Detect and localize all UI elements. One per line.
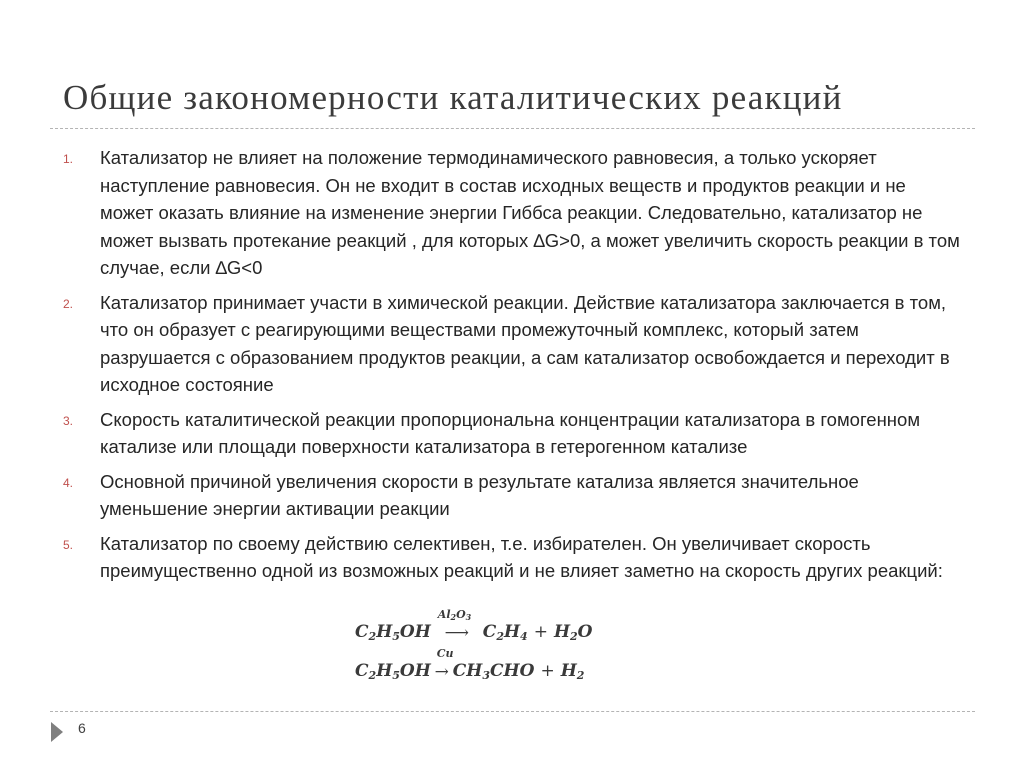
formula-part: CH (452, 661, 483, 681)
plus-sign: + (533, 622, 548, 642)
formula-part: H (560, 661, 577, 681)
list-item-text: Катализатор по своему действию селективен, т.е. избирателен. Он увеличивает скорость преимущественно одной из возможных реакций и не влияет заметно на скорость других реакций: (100, 532, 943, 581)
equation-ethanol-oxidation (355, 646, 585, 682)
formula-part: OH (399, 661, 431, 681)
list-marker: 5. (63, 537, 74, 552)
formula-subscript: 3 (465, 611, 472, 622)
list-item-text: Скорость каталитической реакции пропорциональна концентрации катализатора в гомогенном катализе или площади поверхности катализатора в гетерогенном катализе (100, 408, 921, 457)
catalyst-label (438, 608, 471, 622)
catalyst-label: Cu (436, 646, 454, 660)
list-marker: 2. (63, 296, 74, 311)
formula-subscript: 5 (392, 669, 400, 682)
arrow-icon: → (434, 661, 449, 682)
slide-title: Общие закономерности каталитических реакций (63, 78, 843, 117)
list-marker: 1. (63, 152, 74, 166)
plus-sign: + (540, 661, 555, 681)
list-marker: 4. (63, 475, 74, 490)
formula-part: C (355, 622, 369, 642)
list-item (63, 468, 963, 523)
list-item (63, 144, 963, 282)
formula-part: C (482, 622, 497, 642)
reaction-arrow (433, 646, 454, 682)
formula-subscript: 3 (482, 669, 491, 682)
formula-subscript: 5 (392, 630, 400, 643)
formula-part: C (355, 661, 369, 681)
list-item-text: Катализатор не влияет на положение термодинамического равновесия, а только ускоряет наступление равновесия. Он не входит в состав исходных веществ и продуктов реакции и не может оказать влияние на изменение энергии Гиббса реакции. Следовательно, катализатор не может вызвать протекание реакций , для которых ∆G>0, а может увеличить скорость реакции в том случае, если ∆G<0 (100, 147, 960, 278)
formula-part: O (456, 607, 466, 621)
list-item (63, 289, 963, 399)
formula-part: OH (399, 622, 431, 642)
formula-part: H (553, 622, 570, 642)
list-item (63, 530, 963, 585)
list-marker: 3. (63, 413, 74, 428)
formula-subscript: 2 (368, 630, 377, 643)
footer-divider (50, 711, 975, 712)
list-item-text: Катализатор принимает участи в химической реакции. Действие катализатора заключается в том, что он образует с реагирующими веществами промежуточный комплекс, который затем разрушается с образованием продуктов реакции, а сам катализатор освобождается и переходит в исходное состояние (100, 291, 950, 395)
triangle-right-icon (51, 722, 63, 742)
formula-part: H (376, 661, 393, 681)
formula-part: H (503, 622, 521, 642)
title-divider (50, 128, 975, 129)
formula-subscript: 2 (576, 669, 585, 682)
list-item-text: Основной причиной увеличения скорости в результате катализа является значительное уменьшение энергии активации реакции (100, 470, 859, 519)
reaction-arrow (434, 607, 480, 643)
formula-part: Al (437, 607, 451, 621)
formula-subscript: 4 (520, 630, 528, 643)
formula-part: O (577, 622, 593, 642)
page-number: 6 (78, 720, 86, 736)
formula-part: H (376, 622, 393, 642)
formula-subscript: 2 (450, 611, 457, 622)
formula-subscript: 2 (570, 630, 578, 643)
arrow-icon: ⟶ (444, 622, 469, 643)
formula-part: CHO (490, 661, 535, 681)
formula-subscript: 2 (496, 630, 504, 643)
formula-subscript: 2 (368, 669, 377, 682)
list-item (63, 406, 963, 461)
equation-ethanol-dehydration (355, 607, 593, 643)
numbered-list (63, 144, 963, 592)
